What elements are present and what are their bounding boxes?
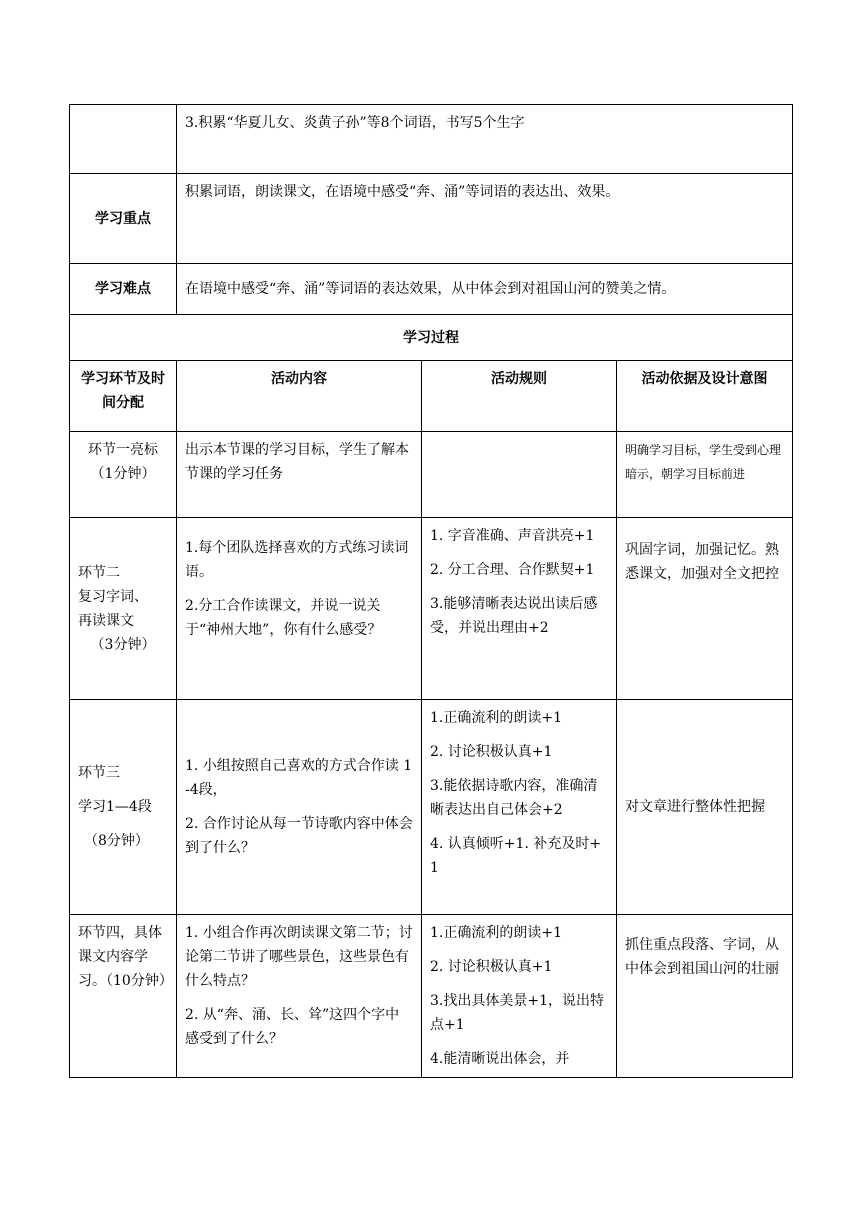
rule-item: 2. 讨论积极认真+1 [430,744,553,760]
rule-item: 4.能清晰说出体会，并 [430,1051,570,1067]
objective-text: 3.积累“华夏儿女、炎黄子孙”等8个词语，书写5个生字 [177,105,793,174]
stage-4-intent: 抓住重点段落、字词，从中体会到祖国山河的壮丽 [617,915,793,1078]
stage-3-line: （8分钟） [84,833,149,849]
rule-item: 2. 讨论积极认真+1 [430,959,553,975]
content-item: 1. 小组合作再次朗读课文第二节；讨论第二节讲了哪些景色，这些景色有什么特点？ [185,925,413,989]
stage-3-line: 学习1—4段 [78,799,152,815]
rule-item: 1.正确流利的朗读+1 [430,925,562,941]
stage-2-line: （3分钟） [90,636,156,653]
focus-row [70,174,793,264]
rule-item: 1. 字音准确、声音洪亮+1 [430,528,595,544]
difficulty-text: 在语境中感受“奔、涌”等词语的表达效果，从中体会到对祖国山河的赞美之情。 [177,264,793,315]
header-intent: 活动依据及设计意图 [617,361,793,432]
stage-2-label [70,518,177,700]
lesson-plan-document [69,104,792,1078]
focus-text: 积累词语，朗读课文，在语境中感受“奔、涌”等词语的表达出、效果。 [177,174,793,264]
stage-2-content [177,518,422,700]
stage-2-rules [422,518,617,700]
rule-item: 2. 分工合理、合作默契+1 [430,562,595,578]
stage-3-intent: 对文章进行整体性把握 [617,700,793,915]
difficulty-label: 学习难点 [70,264,177,315]
stage-3-rules [422,700,617,915]
stage-3-content [177,700,422,915]
stage-3-label [70,700,177,915]
header-rules: 活动规则 [422,361,617,432]
stage-2-line: 再读课文 [78,612,134,629]
header-stage: 学习环节及时间分配 [70,361,177,432]
content-item: 2.分工合作读课文，并说一说关于“神州大地”，你有什么感受？ [185,598,382,638]
process-title: 学习过程 [70,315,793,361]
stage-row-1 [70,432,793,518]
stage-4-content [177,915,422,1078]
stage-1-label: 环节一亮标（1分钟） [70,432,177,518]
rule-item: 3.能依据诗歌内容，准确清晰表达出自己体会+2 [430,778,598,818]
rule-item: 3.找出具体美景+1，说出特点+1 [430,993,604,1033]
header-content: 活动内容 [177,361,422,432]
process-title-row [70,315,793,361]
lesson-plan-table [69,104,793,1078]
rule-item: 4. 认真倾听+1. 补充及时+1 [430,836,602,876]
objective-label-cell [70,105,177,174]
stage-2-intent: 巩固字词，加强记忆。熟悉课文，加强对全文把控 [617,518,793,700]
stage-1-intent: 明确学习目标，学生受到心理暗示，朝学习目标前进 [617,432,793,518]
stage-row-2 [70,518,793,700]
difficulty-row [70,264,793,315]
content-item: 1. 小组按照自己喜欢的方式合作读 1-4段， [185,758,413,798]
rule-item: 1.正确流利的朗读+1 [430,710,562,726]
stage-row-4 [70,915,793,1078]
process-header-row [70,361,793,432]
stage-1-content: 出示本节课的学习目标，学生了解本节课的学习任务 [177,432,422,518]
stage-row-3 [70,700,793,915]
stage-4-label: 环节四，具体课文内容学习。（10分钟） [70,915,177,1078]
stage-4-rules [422,915,617,1078]
content-item: 2. 从“奔、涌、长、耸”这四个字中感受到了什么？ [185,1007,400,1047]
rule-item: 3.能够清晰表达说出读后感受，并说出理由+2 [430,596,598,636]
stage-2-line: 复习字词、 [78,588,148,605]
objective-row [70,105,793,174]
content-item: 1.每个团队选择喜欢的方式练习读词语。 [185,540,409,580]
focus-label: 学习重点 [70,174,177,264]
stage-3-line: 环节三 [78,765,120,781]
content-item: 2. 合作讨论从每一节诗歌内容中体会到了什么？ [185,816,413,856]
stage-1-rules [422,432,617,518]
stage-2-line: 环节二 [78,564,120,581]
